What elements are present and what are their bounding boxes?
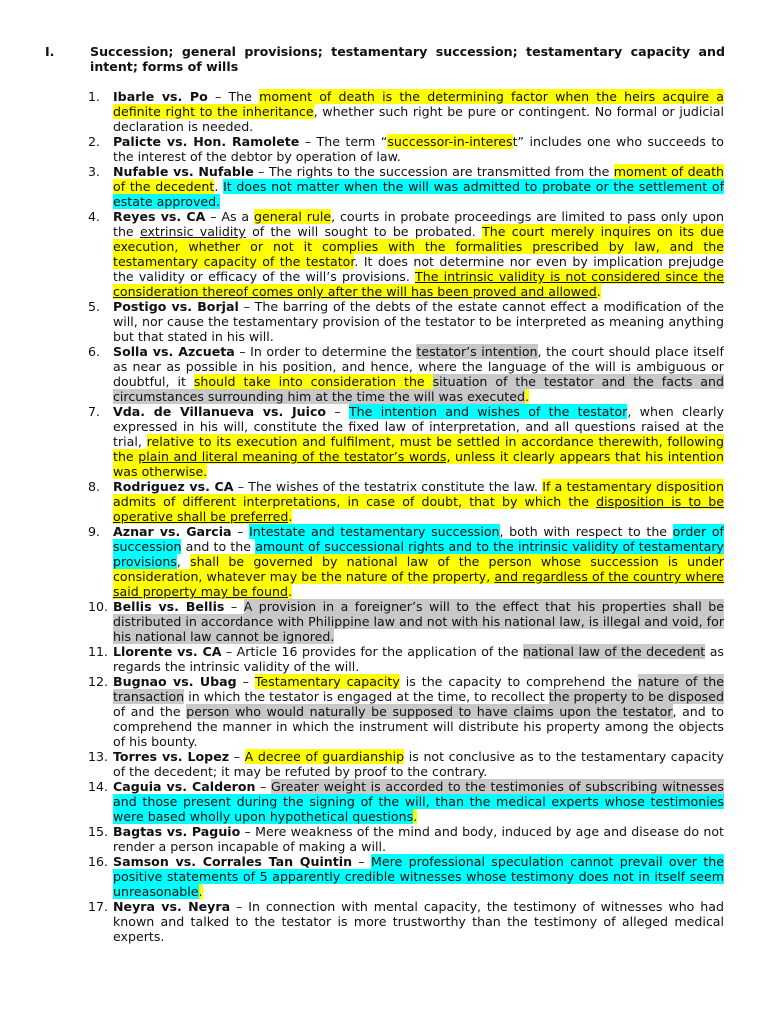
highlighted-text: moment of death of the decedent — [113, 164, 724, 194]
highlighted-text: successor-in-interes — [387, 134, 513, 149]
case-title: Bugnao vs. Ubag — [113, 674, 237, 689]
highlighted-text: disposition is to be operative shall be preferred — [113, 494, 724, 524]
highlighted-text: amount of successional rights and to the intrinsic validity of testamentary provisions — [113, 539, 724, 569]
case-text: – The rights to the succession are transmitted from the — [253, 164, 614, 179]
case-text: , and to comprehend the manner in which the instrument will distribute his property among the objects of his bounty. — [113, 704, 725, 749]
case-text: – — [352, 854, 372, 869]
case-item — [88, 344, 724, 404]
case-text: – The barring of the debts of the estate cannot effect a modification of the will, nor cause the testamentary provision of the testator to be interpreted as meaning anything but that stated in his will. — [113, 299, 725, 344]
case-number: 15. — [88, 824, 109, 839]
case-text: – In connection with mental capacity, the testimony of witnesses who had known and talked to the testator is more trustworthy than the testimony of alleged medical experts. — [113, 899, 724, 944]
highlighted-text: person who would naturally be supposed to have claims upon the testator — [186, 704, 673, 719]
case-item — [88, 164, 724, 209]
case-item — [88, 854, 724, 899]
case-item — [88, 824, 724, 854]
highlighted-text: order of succession — [113, 524, 724, 554]
case-item — [88, 134, 724, 164]
case-number: 7. — [88, 404, 101, 419]
highlighted-text: Greater weight is accorded to the testimonies of subscribing witnesses — [271, 779, 724, 794]
case-number: 1. — [88, 89, 101, 104]
case-item — [88, 89, 724, 134]
case-title: Rodriguez vs. CA — [113, 479, 234, 494]
highlighted-text: It does not matter when the will was admitted to probate or the settlement of estate approved. — [113, 179, 725, 209]
highlighted-text: If a testamentary disposition admits of different interpretations, in case of doubt, that by which the — [113, 479, 724, 509]
highlighted-text: plain and literal meaning of the testator’s words — [138, 449, 447, 464]
case-item — [88, 404, 724, 479]
case-item — [88, 644, 724, 674]
section-heading — [45, 44, 725, 74]
case-item — [88, 779, 724, 824]
highlighted-text: the property to be disposed — [548, 689, 724, 704]
case-text: – — [224, 599, 244, 614]
case-text: – — [231, 524, 250, 539]
case-text: t” includes one who succeeds to the interest of the debtor by operation of law. — [113, 134, 724, 164]
case-item — [88, 674, 724, 749]
case-number: 10. — [88, 599, 109, 614]
highlighted-text: A provision in a foreigner’s will to the effect that his properties shall be distributed in accordance with Philippine law and not with his national law, is illegal and void, for his national law cannot be ignored. — [113, 599, 724, 644]
case-title: Solla vs. Azcueta — [113, 344, 235, 359]
case-number: 5. — [88, 299, 101, 314]
case-number: 4. — [88, 209, 101, 224]
case-number: 16. — [88, 854, 109, 869]
case-number: 11. — [88, 644, 109, 659]
case-text: – — [236, 674, 255, 689]
highlighted-text: . — [413, 809, 418, 824]
highlighted-text: . — [288, 509, 293, 524]
highlighted-text: shall be governed by national law of the person whose succession is under consideration, whatever may be the nature of the property, — [113, 554, 724, 584]
highlighted-text: The court merely inquires on its due execution, whether or not it complies with the formalities prescribed by law, and the testamentary capacity of the testator — [113, 224, 724, 269]
highlighted-text: . — [198, 884, 203, 899]
highlighted-text: The intrinsic validity is not considered since the consideration thereof comes only after the will has been proved and allowed — [113, 269, 724, 299]
case-item — [88, 479, 724, 524]
case-text: , both with respect to the — [499, 524, 673, 539]
case-title: Bagtas vs. Paguio — [113, 824, 241, 839]
case-text: – The term “ — [299, 134, 388, 149]
case-text: of the will sought to be probated. — [245, 224, 483, 239]
case-text: , whether such right be pure or contingent. No formal or judicial declaration is needed. — [113, 104, 724, 134]
highlighted-text: general rule — [254, 209, 332, 224]
case-item — [88, 524, 724, 599]
case-number: 9. — [88, 524, 101, 539]
case-title: Vda. de Villanueva vs. Juico — [113, 404, 327, 419]
highlighted-text: Intestate and testamentary succession — [249, 524, 500, 539]
case-text: . It does not determine nor even by implication prejudge the validity or efficacy of the will’s provisions. — [113, 254, 725, 284]
case-text: is the capacity to comprehend the — [399, 674, 638, 689]
case-title: Aznar vs. Garcia — [113, 524, 232, 539]
case-list — [88, 89, 724, 944]
case-number: 14. — [88, 779, 109, 794]
case-title: Bellis vs. Bellis — [113, 599, 225, 614]
case-title: Reyes vs. CA — [113, 209, 206, 224]
highlighted-text: should take into consideration the — [193, 374, 433, 389]
case-title: Nufable vs. Nufable — [113, 164, 254, 179]
highlighted-text: situation of the testator and the facts and circumstances surrounding him at the time the will was executed — [113, 374, 724, 404]
case-text: extrinsic validity — [139, 224, 246, 239]
case-text: – — [326, 404, 349, 419]
highlighted-text: Testamentary capacity — [254, 674, 400, 689]
highlighted-text: testator’s intention — [416, 344, 538, 359]
highlighted-text: The intention and wishes of the testator — [348, 404, 628, 419]
highlighted-text: national law of the decedent — [522, 644, 706, 659]
case-text: and to the — [181, 539, 256, 554]
case-text: , courts in probate proceedings are limited to pass only upon the — [113, 209, 724, 239]
case-text: – — [229, 749, 245, 764]
highlighted-text: . — [287, 584, 292, 599]
case-number: 8. — [88, 479, 101, 494]
case-text: – Article 16 provides for the application of the — [221, 644, 523, 659]
case-number: 17. — [88, 899, 109, 914]
highlighted-text: . — [596, 284, 601, 299]
case-item — [88, 299, 724, 344]
case-title: Postigo vs. Borjal — [113, 299, 239, 314]
case-title: Ibarle vs. Po — [113, 89, 208, 104]
highlighted-text: , unless it clearly appears that his intention was otherwise. — [113, 449, 724, 479]
highlighted-text: and regardless of the country where said property may be found — [113, 569, 724, 599]
case-item — [88, 209, 724, 299]
case-title: Samson vs. Corrales Tan Quintin — [113, 854, 353, 869]
case-title: Llorente vs. CA — [113, 644, 222, 659]
highlighted-text: moment of death is the determining factor when the heirs acquire a definite right to the inheritance — [113, 89, 724, 119]
case-number: 12. — [88, 674, 109, 689]
case-text: – In order to determine the — [234, 344, 417, 359]
case-text: – The wishes of the testatrix constitute the law. — [233, 479, 543, 494]
case-number: 6. — [88, 344, 101, 359]
case-text: . — [214, 179, 224, 194]
case-title: Palicte vs. Hon. Ramolete — [113, 134, 300, 149]
case-title: Caguia vs. Calderon — [113, 779, 256, 794]
case-number: 13. — [88, 749, 109, 764]
section-number: I. — [45, 44, 55, 59]
case-text: – — [255, 779, 271, 794]
highlighted-text: nature of the transaction — [113, 674, 724, 704]
case-text: – The — [207, 89, 260, 104]
case-text: in which the testator is engaged at the time, to recollect — [184, 689, 549, 704]
case-text: as regards the intrinsic validity of the will. — [113, 644, 724, 674]
case-title: Neyra vs. Neyra — [113, 899, 231, 914]
case-text: , — [176, 554, 191, 569]
highlighted-text: . — [525, 389, 530, 404]
case-title: Torres vs. Lopez — [113, 749, 230, 764]
highlighted-text: and those present during the signing of the will, than the medical experts whose testimonies were based wholly upon hypothetical questions — [113, 794, 724, 824]
case-text: is not conclusive as to the testamentary capacity of the decedent; it may be refuted by proof to the contrary. — [113, 749, 724, 779]
highlighted-text: Mere professional speculation cannot prevail over the positive statements of 5 apparently credible witnesses whose testimony does not in itself seem unreasonable — [113, 854, 724, 899]
case-text: – Mere weakness of the mind and body, induced by age and disease do not render a person incapable of making a will. — [113, 824, 724, 854]
case-text: , the court should place itself as near as possible in his position, and hence, where the language of the will is ambiguous or doubtful, it — [113, 344, 724, 389]
section-title: Succession; general provisions; testamentary succession; testamentary capacity and intent; forms of wills — [90, 44, 725, 74]
case-number: 3. — [88, 164, 101, 179]
case-text: – As a — [205, 209, 254, 224]
case-item — [88, 899, 724, 944]
case-item — [88, 749, 724, 779]
highlighted-text: A decree of guardianship — [244, 749, 405, 764]
case-text: of and the — [113, 704, 187, 719]
case-number: 2. — [88, 134, 101, 149]
highlighted-text: relative to its execution and fulfilment, must be settled in accordance therewith, following the — [113, 434, 724, 464]
case-item — [88, 599, 724, 644]
case-text: , when clearly expressed in his will, constitute the fixed law of interpretation, and all questions raised at the trial, — [113, 404, 724, 449]
